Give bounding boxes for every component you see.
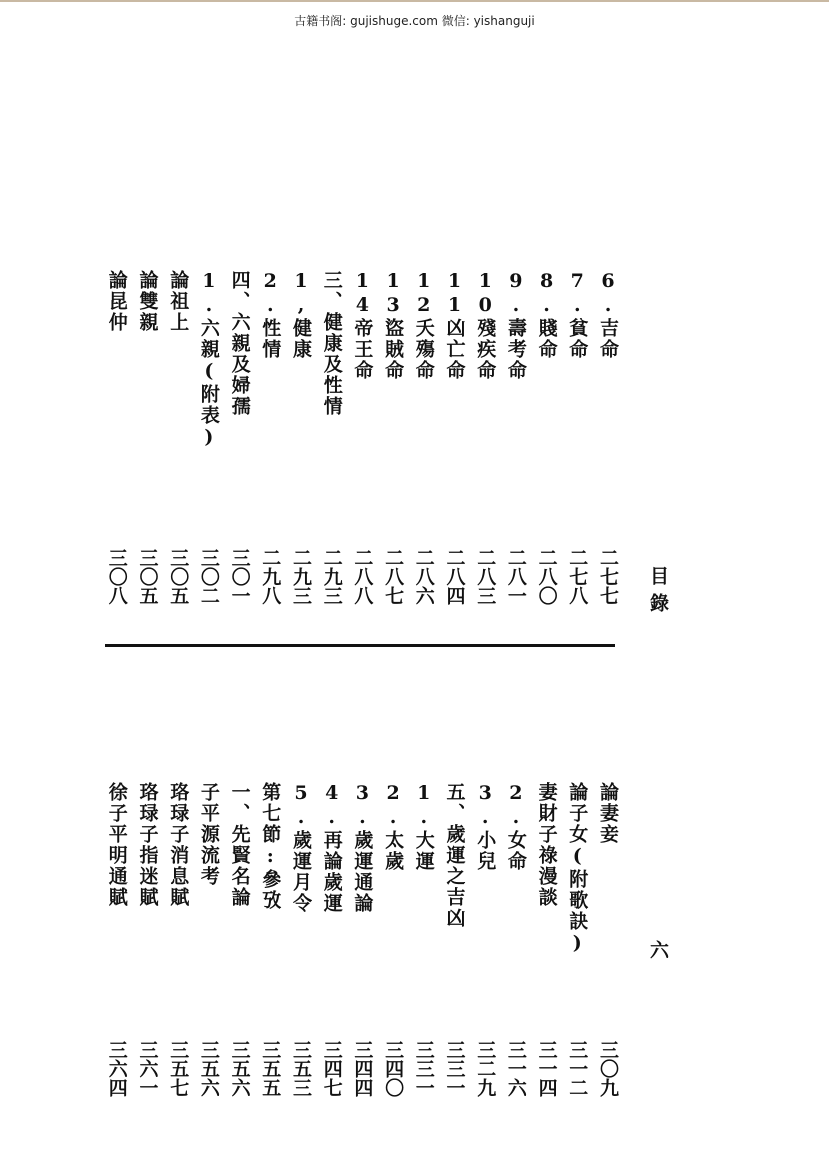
toc-entry-title: 10殘疾命 (474, 270, 497, 381)
toc-entry-page: 三五三 (290, 1040, 312, 1097)
toc-entry-title: 14帝王命 (351, 270, 374, 381)
toc-entry-title: 11凶亡命 (443, 270, 466, 381)
toc-entry-page: 二七七 (597, 548, 619, 605)
toc-entry-page: 二八六 (412, 548, 435, 605)
toc-entry-title: 論祖上 (167, 270, 190, 333)
toc-entry-page: 三四〇 (382, 1040, 405, 1097)
toc-entry-page: 三〇五 (136, 548, 159, 605)
toc-entry-title: 12夭殤命 (412, 270, 435, 381)
toc-entry-title: 6.吉命 (597, 270, 619, 360)
toc-entry-title: 妻財子祿漫談 (535, 782, 558, 908)
toc-entry-page: 三一六 (504, 1040, 527, 1097)
toc-entry-title: 徐子平明通賦 (105, 782, 128, 908)
toc-entry-page: 二八〇 (535, 548, 558, 605)
toc-entry-title: 論子女(附歌訣) (566, 782, 589, 956)
watermark-header: 古籍书阁: gujishuge.com 微信: yishanguji (0, 0, 829, 32)
toc-entry-page: 二九八 (259, 548, 282, 605)
toc-entry-page: 三五六 (228, 1040, 251, 1097)
toc-entry-page: 二七八 (566, 548, 589, 605)
toc-entry-page: 三〇八 (105, 548, 128, 605)
toc-entry-page: 三五六 (197, 1040, 220, 1097)
toc-entry-title: 1.六親(附表) (197, 270, 220, 450)
toc-entry-page: 二八四 (443, 548, 466, 605)
toc-entry-title: 2.太歲 (382, 782, 405, 872)
toc-entry-title: 五、歲運之吉凶 (443, 782, 466, 929)
toc-entry-title: 珞琭子消息賦 (167, 782, 190, 908)
toc-entry-title: 7.貧命 (566, 270, 589, 360)
toc-entry-page: 二八八 (351, 548, 374, 605)
toc-entry-title: 珞琭子指迷賦 (136, 782, 159, 908)
toc-entry-title: 5.歲運月令 (290, 782, 312, 914)
toc-entry-page: 三一四 (535, 1040, 558, 1097)
toc-entry-title: 2.女命 (504, 782, 527, 872)
toc-entry-page: 二九三 (290, 548, 312, 605)
toc-entry-page: 三〇二 (197, 548, 220, 605)
toc-entry-title: 論昆仲 (105, 270, 128, 333)
toc-entry-title: 2.性情 (259, 270, 282, 360)
toc-entry-title: 3.歲運通論 (351, 782, 374, 914)
toc-entry-title: 1.大運 (412, 782, 435, 872)
toc-entry-page: 三三一 (443, 1040, 466, 1097)
toc-entry-page: 二八三 (474, 548, 497, 605)
toc-entry-page: 二八七 (382, 548, 405, 605)
section-divider-line (105, 644, 615, 647)
toc-entry-title: 第七節:參攷 (259, 782, 282, 911)
toc-entry-page: 三五五 (259, 1040, 282, 1097)
toc-entry-title: 4.再論歲運 (320, 782, 343, 914)
toc-entry-title: 一、先賢名論 (228, 782, 251, 908)
toc-entry-page: 三〇九 (597, 1040, 619, 1097)
toc-entry-title: 子平源流考 (197, 782, 220, 887)
toc-entry-page: 三六一 (136, 1040, 159, 1097)
page-number: 六 (647, 940, 669, 967)
toc-entry-page: 三〇一 (228, 548, 251, 605)
toc-entry-page: 三三一 (412, 1040, 435, 1097)
toc-entry-title: 13盜賊命 (382, 270, 405, 381)
toc-entry-page: 三五七 (167, 1040, 190, 1097)
toc-entry-title: 論妻妾 (597, 782, 619, 845)
toc-entry-title: 四、六親及婦孺 (228, 270, 251, 417)
side-title: 目錄 (647, 566, 669, 620)
toc-entry-title: 9.壽考命 (504, 270, 527, 381)
toc-entry-page: 二八一 (504, 548, 527, 605)
toc-entry-title: 8.賤命 (535, 270, 558, 360)
toc-entry-page: 三一二 (566, 1040, 589, 1097)
toc-entry-page: 三四四 (351, 1040, 374, 1097)
toc-entry-page: 三〇五 (167, 548, 190, 605)
toc-entry-title: 論雙親 (136, 270, 159, 333)
toc-entry-title: 三、健康及性情 (320, 270, 343, 417)
toc-entry-title: 3.小兒 (474, 782, 497, 872)
toc-entry-page: 三四七 (320, 1040, 343, 1097)
toc-entry-page: 三六四 (105, 1040, 128, 1097)
toc-entry-page: 二九三 (320, 548, 343, 605)
toc-entry-page: 三二九 (474, 1040, 497, 1097)
toc-entry-title: 1,健康 (290, 270, 312, 360)
